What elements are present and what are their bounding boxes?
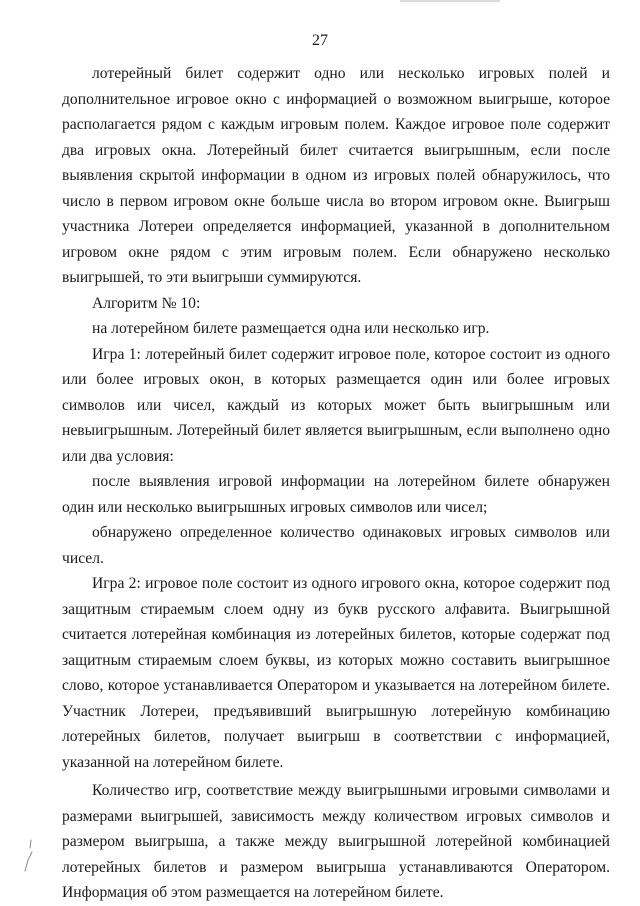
paragraph-condition-2: обнаружено определенное количество одинаковых игровых символов или чисел. xyxy=(62,524,610,567)
paragraph-game-2: Игра 2: игровое поле состоит из одного игрового окна, которое содержит под защитным стираемым слоем одну из букв русского алфавита. Выигрышной считается лотерейная комбинация из лотерейных билетов, которые содержат под защитным стираемым слоем буквы, из которых можно составить выигрышное слово, которое устанавливается Оператором и указывается на лотерейном билете. Участник Лотереи, предъявивший выигрышную лотерейную комбинацию лотерейных билетов, получает выигрыш в соответствии с информацией, указанной на лотерейном билете. xyxy=(62,575,610,771)
document-body xyxy=(62,61,610,906)
heading-algorithm-10: Алгоритм № 10: xyxy=(92,294,201,312)
margin-pen-mark xyxy=(22,838,36,874)
page-number: 27 xyxy=(312,32,328,49)
paragraph-games-intro: на лотерейном билете размещается одна или несколько игр. xyxy=(92,320,490,337)
scan-edge-mark xyxy=(400,0,500,3)
paragraph-condition-1: после выявления игровой информации на лотерейном билете обнаружен один или несколько выигрышных игровых символов или чисел; xyxy=(62,473,610,516)
paragraph-game-1: Игра 1: лотерейный билет содержит игровое поле, которое состоит из одного или более игровых окон, в которых размещается один или более игровых символов или чисел, каждый из которых может быть выигрышным или невыигрышным. Лотерейный билет является выигрышным, если выполнено одно или два условия: xyxy=(62,345,610,465)
paragraph-games-settings: Количество игр, соответствие между выигрышными игровыми символами и размерами выигрышей, зависимость между количеством игровых символов и размером выигрыша, а также между выигрышной лотерейной комбинацией лотерейных билетов и размером выигрыша устанавливаются Оператором. Информация об этом размещается на лотерейном билете. xyxy=(62,782,610,901)
paragraph-algorithm-continuation: лотерейный билет содержит одно или несколько игровых полей и дополнительное игровое окно с информацией о возможном выигрыше, которое располагается рядом с каждым игровым полем. Каждое игровое поле содержит два игровых окна. Лотерейный билет считается выигрышным, если после выявления скрытой информации в одном из игровых полей обнаружилось, что число в первом игровом окне больше числа во втором игровом окне. Выигрыш участника Лотереи определяется информацией, указанной в дополнительном игровом окне рядом с этим игровым полем. Если обнаружено несколько выигрышей, то эти выигрыши суммируются. xyxy=(62,65,610,286)
